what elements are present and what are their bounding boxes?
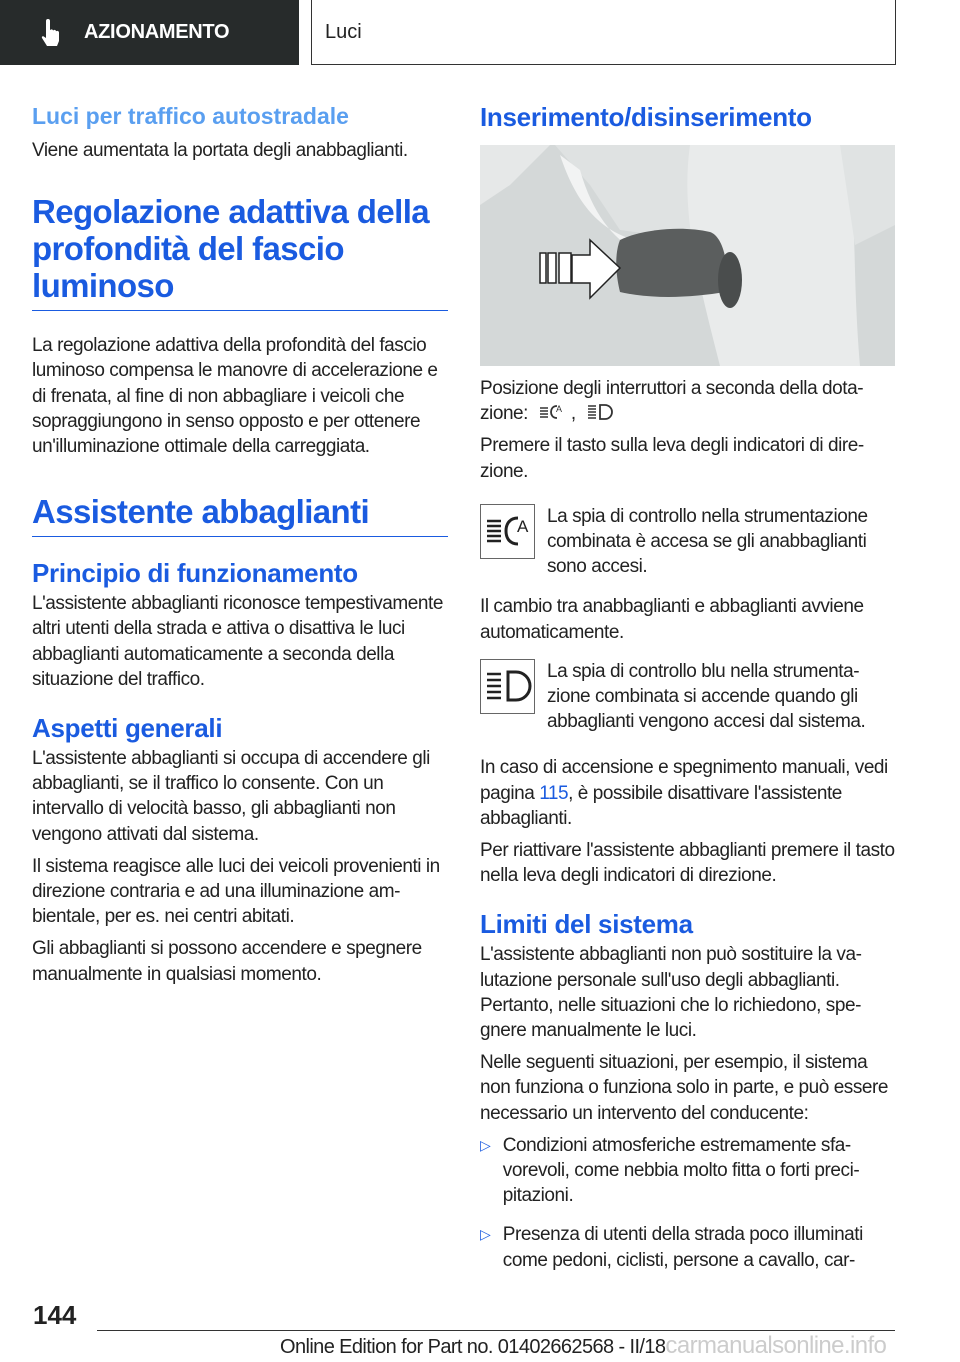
list-item [480, 1133, 896, 1216]
section-title: AZIONAMENTO [84, 21, 230, 43]
paragraph: La spia di controllo blu nella strumentazione combinata si accende quando gli abbaglianti vengono accesi dal sistema. [547, 660, 866, 733]
triangle-bullet-icon: ▷ [480, 1136, 491, 1153]
high-beam-indicator-icon [480, 659, 535, 714]
separator: , [570, 403, 576, 425]
heading-highway-lights: Luci per traffico autostradale [32, 103, 349, 129]
triangle-bullet-icon: ▷ [480, 1226, 491, 1243]
hand-pointer-icon [40, 19, 64, 47]
paragraph-manual [480, 755, 896, 831]
paragraph: Il sistema reagisce alle luci dei veicoli provenienti in direzione contraria e ad una illuminazione ambientale, per es. nei centri abitati. [32, 855, 440, 928]
left-column [32, 103, 448, 994]
paragraph: L'assistente abbaglianti riconosce tempestivamente altri utenti della strada e attiva o disattiva le luci abbaglianti automaticamente a seconda della situazione del traffico. [32, 593, 443, 690]
paragraph: Per riattivare l'assistente abbaglianti premere il tasto nella leva degli indicatori di direzione. [480, 840, 895, 887]
paragraph: Nelle seguenti situazioni, per esempio, il sistema non funziona o funziona solo in parte, e può essere necessario un intervento del conducente: [480, 1052, 889, 1124]
heading-general: Aspetti generali [32, 713, 223, 744]
heading-high-beam-assistant: Assistente abbaglianti [32, 493, 448, 537]
text: Posizione degli interruttori a seconda della dotazione: [480, 378, 864, 425]
high-beam-assist-indicator-icon [480, 504, 535, 559]
right-column [480, 101, 896, 1287]
footer-divider [97, 1330, 895, 1331]
heading-principle: Principio di funzionamento [32, 558, 358, 589]
chapter-title: Luci [325, 20, 362, 43]
paragraph: La regolazione adattiva della profondità del fascio luminoso compensa le manovre di accelerazione e di frenata, al fine di non abbagliare i veicoli che sopraggiungono in senso opposto e per ottenere un'illuminazione ottimale della carreggiata. [32, 335, 438, 458]
heading-adaptive-range: Regolazione adattiva della profondità del fascio luminoso [32, 193, 448, 311]
text: , è possibile disattivare l'assistente abbaglianti. [480, 782, 842, 829]
paragraph: La spia di controllo nella strumentazione combinata è accesa se gli anabbaglianti sono accesi. [547, 505, 868, 578]
paragraph: Il cambio tra anabbaglianti e abbaglianti avviene automaticamente. [480, 596, 864, 643]
paragraph: L'assistente abbaglianti non può sostituire la valutazione personale sull'uso degli abbaglianti. Pertanto, nelle situazioni che lo richiedono, spegnere manualmente le luci. [480, 944, 862, 1042]
turn-signal-lever-illustration [480, 145, 895, 366]
page-number: 144 [33, 1300, 77, 1330]
high-beam-assist-icon [539, 402, 565, 422]
list-item-text: Presenza di utenti della strada poco illuminati come pedoni, ciclisti, persone a cavallo, car- [502, 1224, 863, 1271]
svg-text:A: A [516, 517, 528, 537]
indicator-note [480, 659, 896, 742]
paragraph: Premere il tasto sulla leva degli indicatori di direzione. [480, 435, 865, 482]
heading-on-off: Inserimento/disinserimento [480, 102, 812, 132]
watermark: carmanualsonline.info [665, 1332, 887, 1359]
paragraph: Gli abbaglianti si possono accendere e spegnere manualmente in qualsiasi momento. [32, 938, 422, 985]
list-item [480, 1222, 896, 1279]
chapter-tab [311, 0, 896, 65]
indicator-note [480, 504, 896, 587]
paragraph: Viene aumentata la portata degli anabbaglianti. [32, 140, 408, 161]
page-link[interactable]: 115 [539, 782, 569, 804]
svg-text:A: A [555, 404, 562, 415]
heading-system-limits: Limiti del sistema [480, 909, 693, 940]
section-tab [0, 0, 299, 65]
high-beam-icon [587, 402, 615, 422]
list-item-text: Condizioni atmosferiche estremamente sfavorevoli, come nebbia molto fitta o forti precipitazioni. [502, 1134, 860, 1207]
paragraph-switch-position [480, 376, 896, 426]
footer [280, 1332, 886, 1360]
text: In caso di accensione e spegnimento manuali, vedi pagina [480, 757, 888, 804]
edition-text: Online Edition for Part no. 01402662568 - II/18 [280, 1336, 666, 1358]
paragraph: L'assistente abbaglianti si occupa di accendere gli abbaglianti, se il traffico lo consente. Con un intervallo di velocità basso, gli abbaglianti non vengono attivati dal sistema. [32, 748, 430, 845]
